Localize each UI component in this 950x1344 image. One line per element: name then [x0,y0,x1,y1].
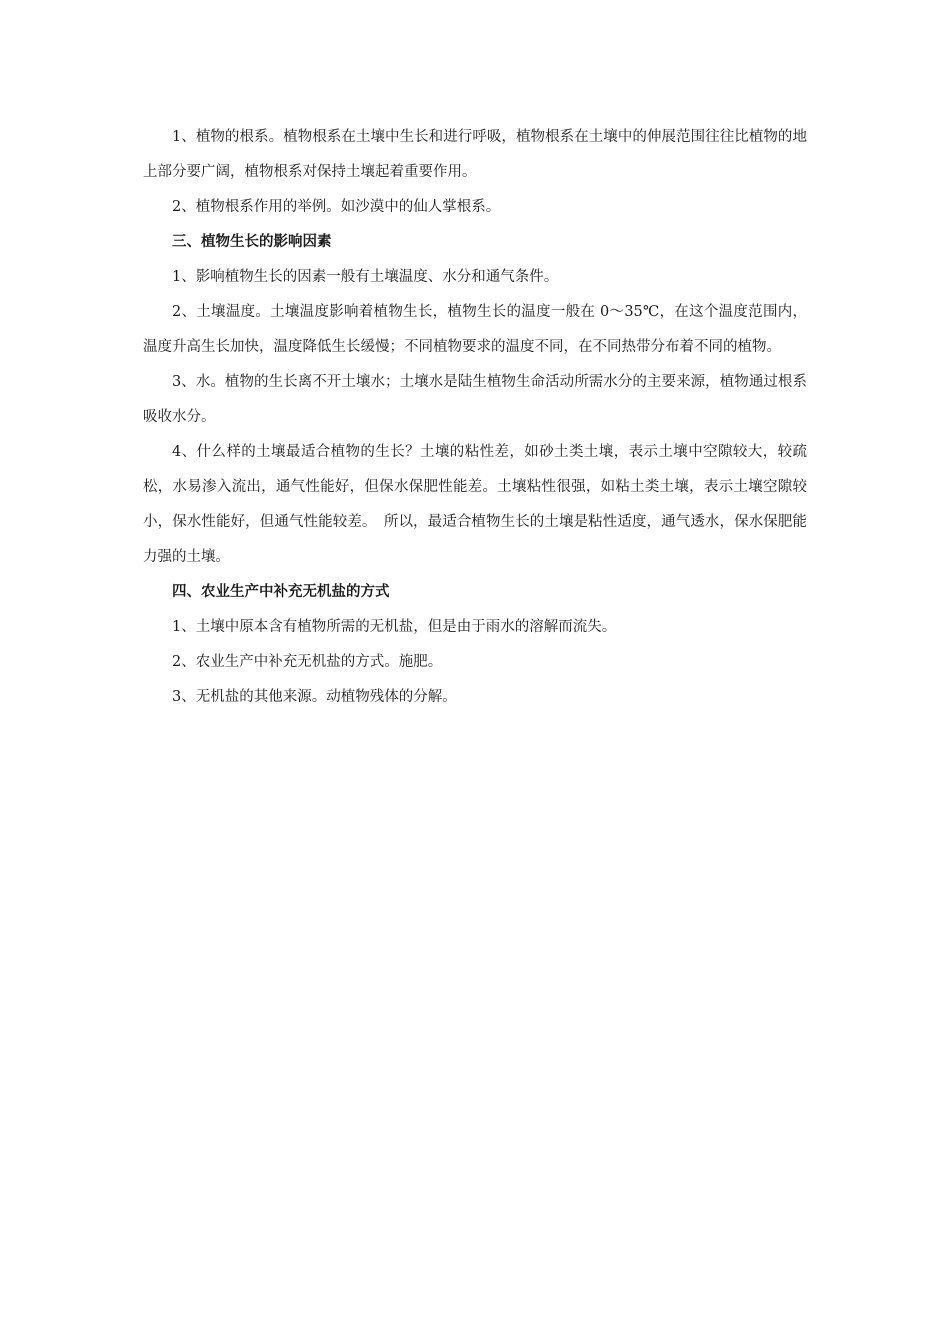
section-heading-minerals: 四、农业生产中补充无机盐的方式 [172,584,390,600]
paragraph-growth-3: 3、水。植物的生长离不开土壤水；土壤水是陆生植物生命活动所需水分的主要来源，植物通过根系吸收水分。 [143,374,807,425]
paragraph-roots-1: 1、植物的根系。植物根系在土壤中生长和进行呼吸，植物根系在土壤中的伸展范围往往比植物的地上部分要广阔，植物根系对保持土壤起着重要作用。 [143,129,807,180]
document-page [143,120,807,715]
paragraph-growth-1: 1、影响植物生长的因素一般有土壤温度、水分和通气条件。 [172,269,559,285]
paragraph-roots-2: 2、植物根系作用的举例。如沙漠中的仙人掌根系。 [172,199,501,215]
paragraph-growth-4: 4、什么样的土壤最适合植物的生长？土壤的粘性差，如砂土类土壤，表示土壤中空隙较大，较疏松，水易渗入流出，通气性能好，但保水保肥性能差。土壤粘性很强，如粘土类土壤，表示土壤空隙较小，保水性能好，但通气性能较差。 所以，最适合植物生长的土壤是粘性适度，通气透水，保水保肥能力强的土壤。 [143,444,807,565]
section-heading-growth: 三、植物生长的影响因素 [172,234,332,250]
paragraph-minerals-2: 2、农业生产中补充无机盐的方式。施肥。 [172,654,443,670]
paragraph-minerals-1: 1、土壤中原本含有植物所需的无机盐，但是由于雨水的溶解而流失。 [172,619,617,635]
paragraph-growth-2: 2、土壤温度。土壤温度影响着植物生长，植物生长的温度一般在 0～35℃，在这个温度范围内，温度升高生长加快，温度降低生长缓慢；不同植物要求的温度不同，在不同热带分布着不同的植物。 [143,304,807,355]
paragraph-minerals-3: 3、无机盐的其他来源。动植物残体的分解。 [172,689,457,705]
